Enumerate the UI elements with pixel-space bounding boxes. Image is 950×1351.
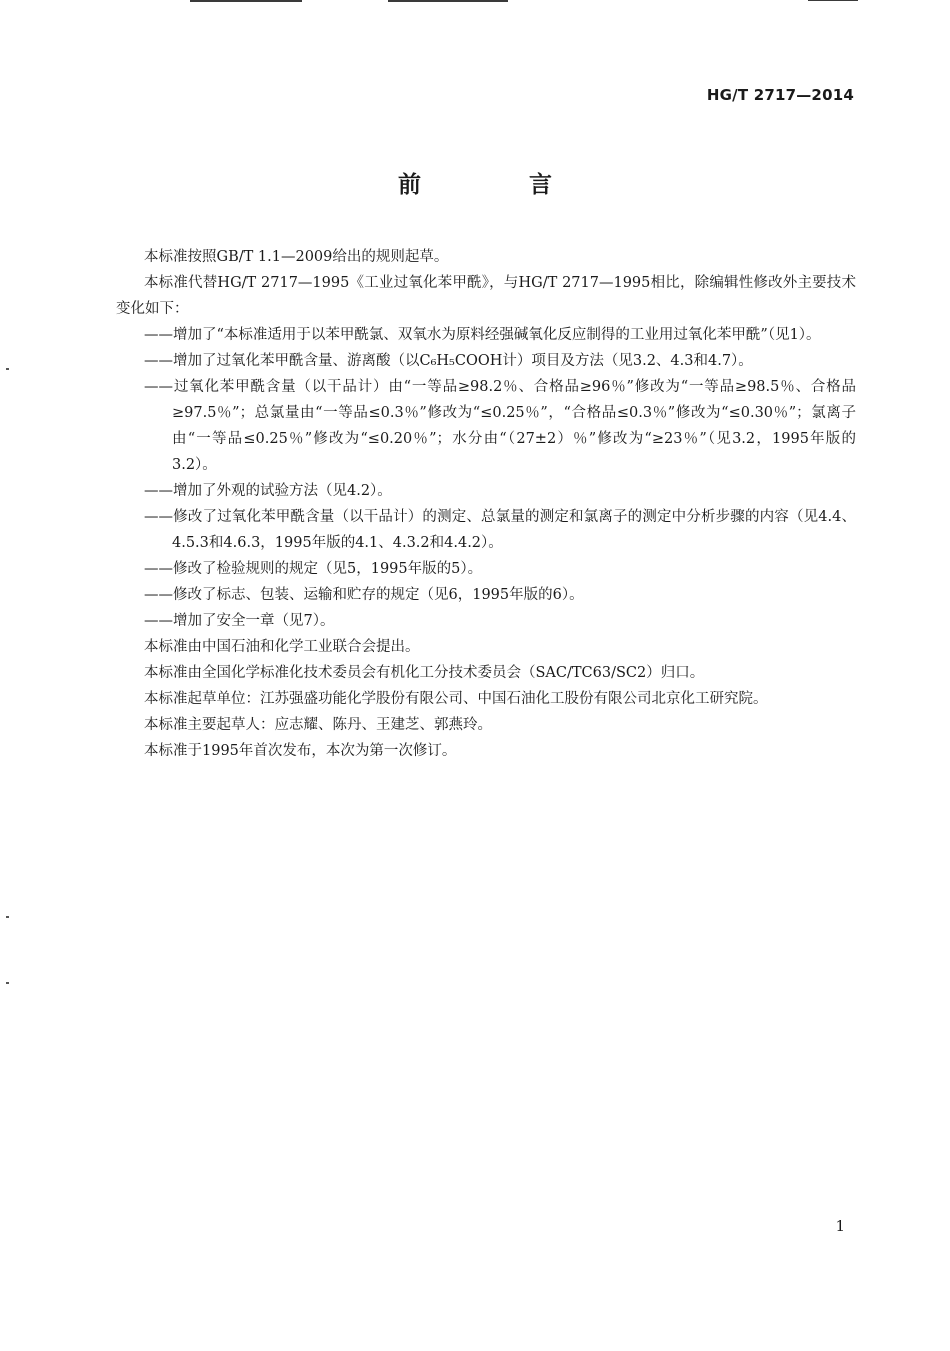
scan-artifact-dot xyxy=(6,368,9,370)
foreword-body xyxy=(116,244,856,764)
scan-artifact-dot xyxy=(6,916,9,918)
change-item: ——修改了标志、包装、运输和贮存的规定（见6，1995年版的6）。 xyxy=(144,587,584,603)
change-item: ——增加了安全一章（见7）。 xyxy=(144,613,335,629)
paragraph: 本标准起草单位：江苏强盛功能化学股份有限公司、中国石油化工股份有限公司北京化工研究院。 xyxy=(144,691,768,707)
scan-artifact-line xyxy=(388,0,508,2)
scan-artifact-dot xyxy=(6,982,9,984)
paragraph: 本标准主要起草人：应志耀、陈丹、王建芝、郭燕玲。 xyxy=(144,717,492,733)
change-item: ——过氧化苯甲酰含量（以干品计）由“一等品≥98.2％、合格品≥96％”修改为“一等品≥98.5％、合格品≥97.5％”；总氯量由“一等品≤0.3％”修改为“≤0.25％”，“合格品≤0.3％”修改为“≤0.30％”；氯离子由“一等品≤0.25％”修改为“≤0.20％”；水分由“（27±2）％”修改为“≥23％”（见3.2，1995年版的3.2）。 xyxy=(144,379,856,473)
page-title: 前 言 xyxy=(397,172,602,198)
paragraph: 本标准由全国化学标准化技术委员会有机化工分技术委员会（SAC/TC63/SC2）归口。 xyxy=(144,665,705,681)
page-number: 1 xyxy=(835,1217,845,1235)
change-item: ——修改了过氧化苯甲酰含量（以干品计）的测定、总氯量的测定和氯离子的测定中分析步骤的内容（见4.4、4.5.3和4.6.3，1995年版的4.1、4.3.2和4.4.2）。 xyxy=(144,509,856,551)
standard-code: HG/T 2717—2014 xyxy=(706,86,854,104)
paragraph: 本标准由中国石油和化学工业联合会提出。 xyxy=(144,639,420,655)
change-item: ——增加了外观的试验方法（见4.2）。 xyxy=(144,483,392,499)
scan-artifact-line xyxy=(190,0,302,2)
change-item: ——修改了检验规则的规定（见5，1995年版的5）。 xyxy=(144,561,483,577)
change-item: ——增加了过氧化苯甲酰含量、游离酸（以C₆H₅COOH计）项目及方法（见3.2、4.3和4.7）。 xyxy=(144,353,753,369)
paragraph: 本标准于1995年首次发布，本次为第一次修订。 xyxy=(144,743,457,759)
paragraph: 本标准代替HG/T 2717—1995《工业过氧化苯甲酰》，与HG/T 2717—1995相比，除编辑性修改外主要技术变化如下： xyxy=(116,275,856,317)
paragraph: 本标准按照GB/T 1.1—2009给出的规则起草。 xyxy=(144,249,449,265)
scan-artifact-line xyxy=(808,0,858,1)
change-item: ——增加了“本标准适用于以苯甲酰氯、双氧水为原料经强碱氧化反应制得的工业用过氧化苯甲酰”（见1）。 xyxy=(144,327,821,343)
